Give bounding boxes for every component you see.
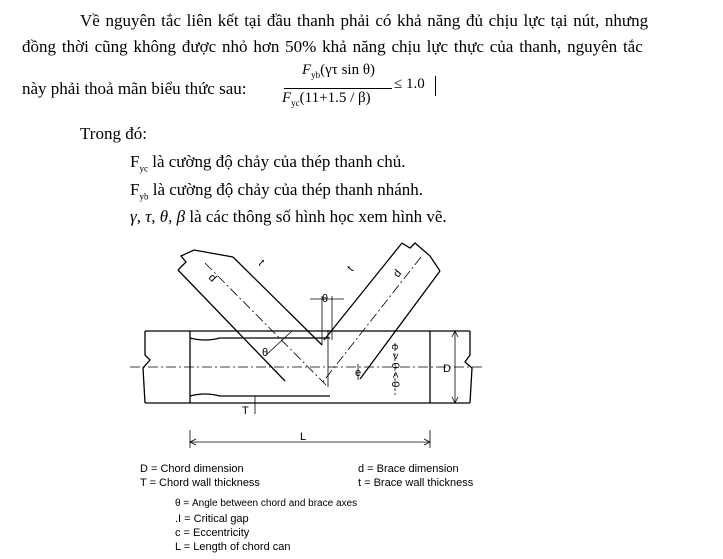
label-d-right: d <box>391 267 405 280</box>
k-joint-figure <box>0 230 723 559</box>
legend-J: .I = Critical gap <box>175 513 249 525</box>
legend-L: L = Length of chord can <box>175 541 291 553</box>
definition-fyc: $F_{yc}$ là cường độ chảy của thép thanh chủ. <box>130 152 406 174</box>
paragraph-line-3: này phải thoả mãn biểu thức sau: <box>22 79 247 98</box>
label-e: e <box>355 367 362 379</box>
left-brace <box>178 250 322 381</box>
legend-c: c = Eccentricity <box>175 527 250 539</box>
label-T: T <box>242 405 249 417</box>
legend-D: D = Chord dimension <box>140 463 244 475</box>
label-D: D <box>443 363 451 375</box>
legend-d: d = Brace dimension <box>358 463 459 475</box>
fraction-bar <box>284 88 392 89</box>
label-eccentricity: e > 0 < 0 <box>389 344 401 388</box>
formula-denominator: $F_{yc}(11+1.5 / \beta)$ <box>282 90 371 108</box>
formula-rhs: ≤ 1.0 <box>394 76 425 92</box>
definition-fyb: $F_{yb}$ là cường độ chảy của thép thanh nhánh. <box>130 180 424 202</box>
label-theta-left: θ <box>262 347 269 359</box>
label-t-left: t <box>255 257 267 269</box>
legend-t: t = Brace wall thickness <box>358 477 474 489</box>
legend-theta: θ = Angle between chord and brace axes <box>175 498 358 509</box>
label-d-left: d <box>205 271 219 285</box>
label-theta-top: θ <box>322 293 329 305</box>
formula-numerator: $F_{yb}(\gamma\tau$ sin θ) <box>302 62 376 80</box>
where-label: Trong đó: <box>80 124 147 143</box>
label-t-right: t <box>345 263 357 274</box>
legend-T: T = Chord wall thickness <box>140 477 260 489</box>
text-cursor <box>435 76 436 96</box>
paragraph-line-2: đồng thời cũng không được nhỏ hơn 50% khả năng chịu lực thực của thanh, nguyên tắc <box>22 37 643 56</box>
paragraph-line-1: Về nguyên tắc liên kết tại đầu thanh phải có khả năng đủ chịu lực tại nút, nhưng <box>80 11 649 30</box>
definition-geometry: γ, τ, θ, β là các thông số hình học xem hình vẽ. <box>130 207 447 226</box>
label-L: L <box>300 431 307 443</box>
